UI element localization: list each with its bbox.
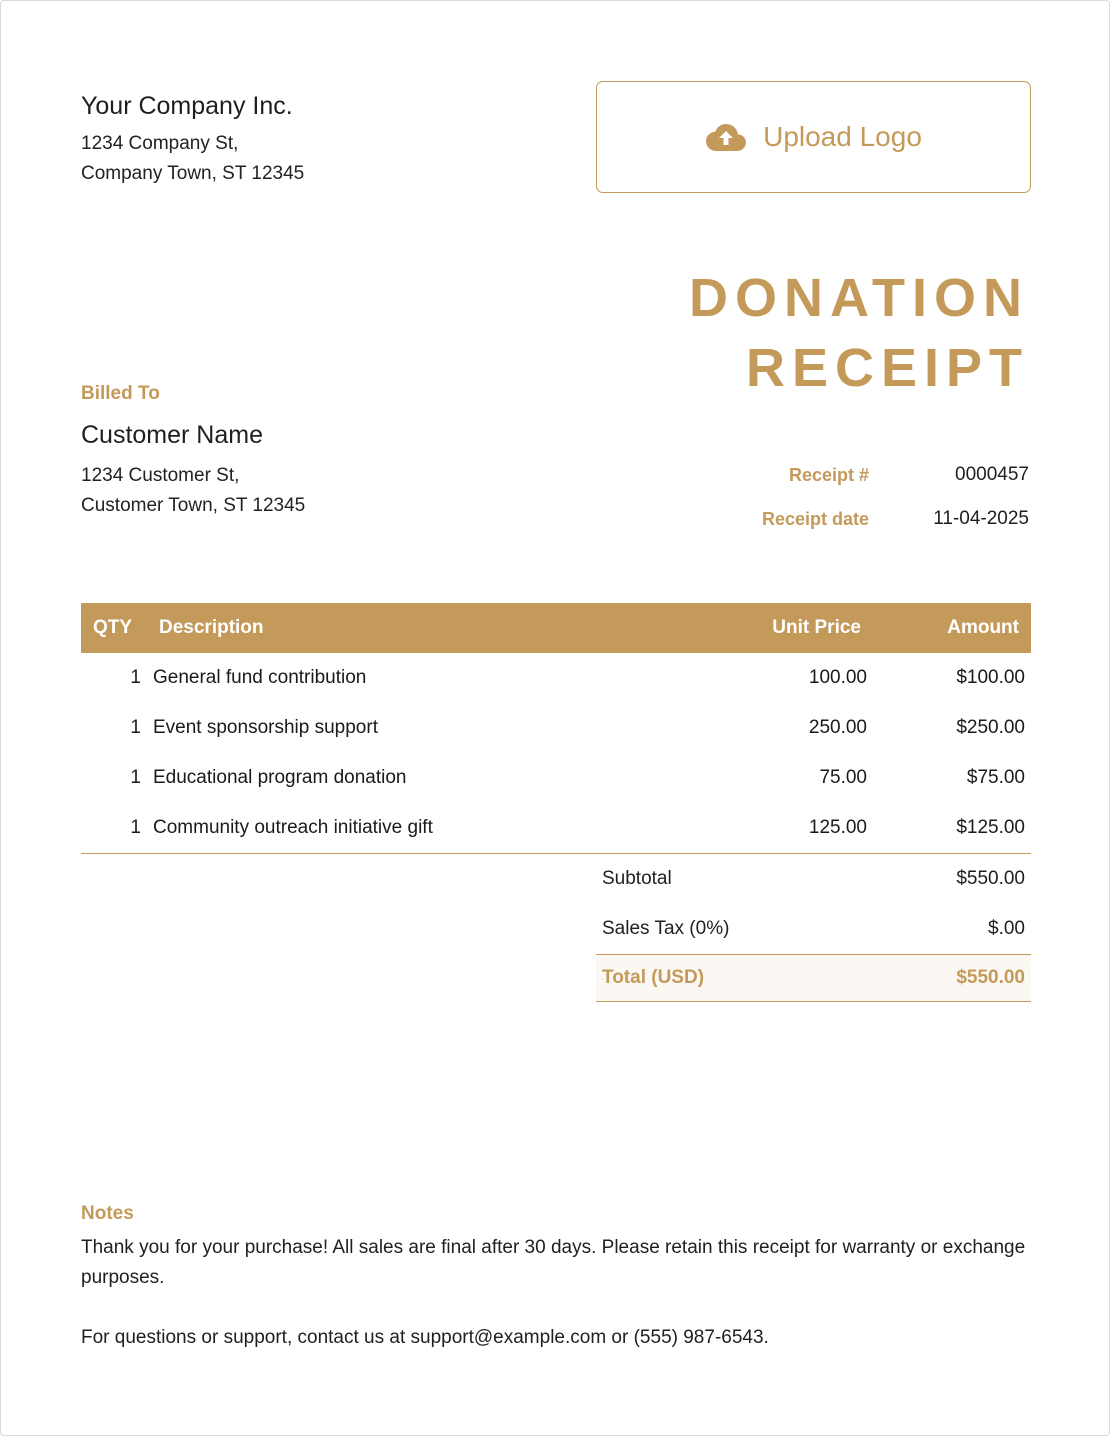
customer-address-line2: Customer Town, ST 12345 — [81, 495, 306, 516]
table-row — [81, 753, 1031, 803]
subtotal-value: $550.00 — [956, 868, 1025, 889]
title-line2: RECEIPT — [745, 338, 1029, 398]
document-title — [689, 263, 1029, 403]
header-unit-price: Unit Price — [699, 603, 873, 653]
company-address-line1: 1234 Company St, — [81, 133, 239, 154]
notes-label: Notes — [81, 1203, 134, 1224]
row-description: Community outreach initiative gift — [147, 803, 699, 854]
tax-label: Sales Tax (0%) — [602, 918, 730, 939]
table-row — [81, 703, 1031, 753]
row-amount: $100.00 — [956, 667, 1025, 688]
row-description: Event sponsorship support — [153, 717, 378, 738]
row-amount: $125.00 — [873, 803, 1031, 854]
subtotal-label: Subtotal — [602, 868, 672, 889]
upload-logo-button[interactable] — [596, 81, 1031, 193]
receipt-number-value: 0000457 — [955, 464, 1029, 485]
receipt-date-label: Receipt date — [761, 508, 869, 529]
title-line1: DONATION — [689, 268, 1029, 328]
notes-section — [81, 1203, 1031, 1353]
total-value: $550.00 — [872, 955, 1031, 1002]
row-qty: 1 — [130, 767, 141, 788]
row-description: General fund contribution — [153, 667, 367, 688]
company-address — [81, 129, 304, 189]
row-qty: 1 — [130, 717, 141, 738]
row-description: Educational program donation — [153, 767, 407, 788]
notes-text: Thank you for your purchase! All sales are final after 30 days. Please retain this receipt for warranty or exchange purposes. — [81, 1237, 1026, 1288]
row-qty: 1 — [130, 667, 141, 688]
table-row — [81, 653, 1031, 703]
receipt-number-row — [669, 453, 1029, 497]
subtotal-row — [596, 854, 1031, 904]
row-unit-price: 75.00 — [819, 767, 867, 788]
row-unit-price: 250.00 — [808, 717, 867, 738]
cloud-upload-icon — [705, 122, 747, 152]
table-row — [81, 803, 1031, 854]
billed-to-section — [81, 383, 305, 521]
header-amount: Amount — [873, 603, 1031, 653]
total-label: Total (USD) — [596, 955, 872, 1002]
totals-table — [596, 854, 1031, 1002]
header-qty: QTY — [81, 603, 147, 653]
company-address-line2: Company Town, ST 12345 — [81, 163, 305, 184]
row-unit-price: 125.00 — [699, 803, 873, 854]
company-info — [81, 89, 304, 189]
receipt-date-row — [669, 497, 1029, 541]
row-amount: $75.00 — [966, 767, 1025, 788]
receipt-number-label: Receipt # — [788, 464, 869, 485]
total-row — [596, 955, 1031, 1002]
table-header-row — [81, 603, 1031, 653]
tax-value: $.00 — [988, 918, 1025, 939]
billed-to-label: Billed To — [81, 383, 160, 404]
notes-contact: For questions or support, contact us at support@example.com or (555) 987-6543. — [81, 1327, 769, 1348]
row-amount: $250.00 — [956, 717, 1025, 738]
row-qty: 1 — [81, 803, 147, 854]
row-unit-price: 100.00 — [808, 667, 867, 688]
company-name: Your Company Inc. — [81, 92, 293, 120]
customer-address-line1: 1234 Customer St, — [81, 465, 240, 486]
receipt-date-value: 11-04-2025 — [933, 508, 1029, 529]
line-items-table — [81, 603, 1031, 854]
customer-address — [81, 461, 305, 521]
header-description: Description — [147, 603, 699, 653]
upload-logo-label: Upload Logo — [763, 121, 922, 152]
customer-name: Customer Name — [81, 421, 263, 449]
receipt-meta — [669, 453, 1029, 541]
tax-row — [596, 904, 1031, 955]
